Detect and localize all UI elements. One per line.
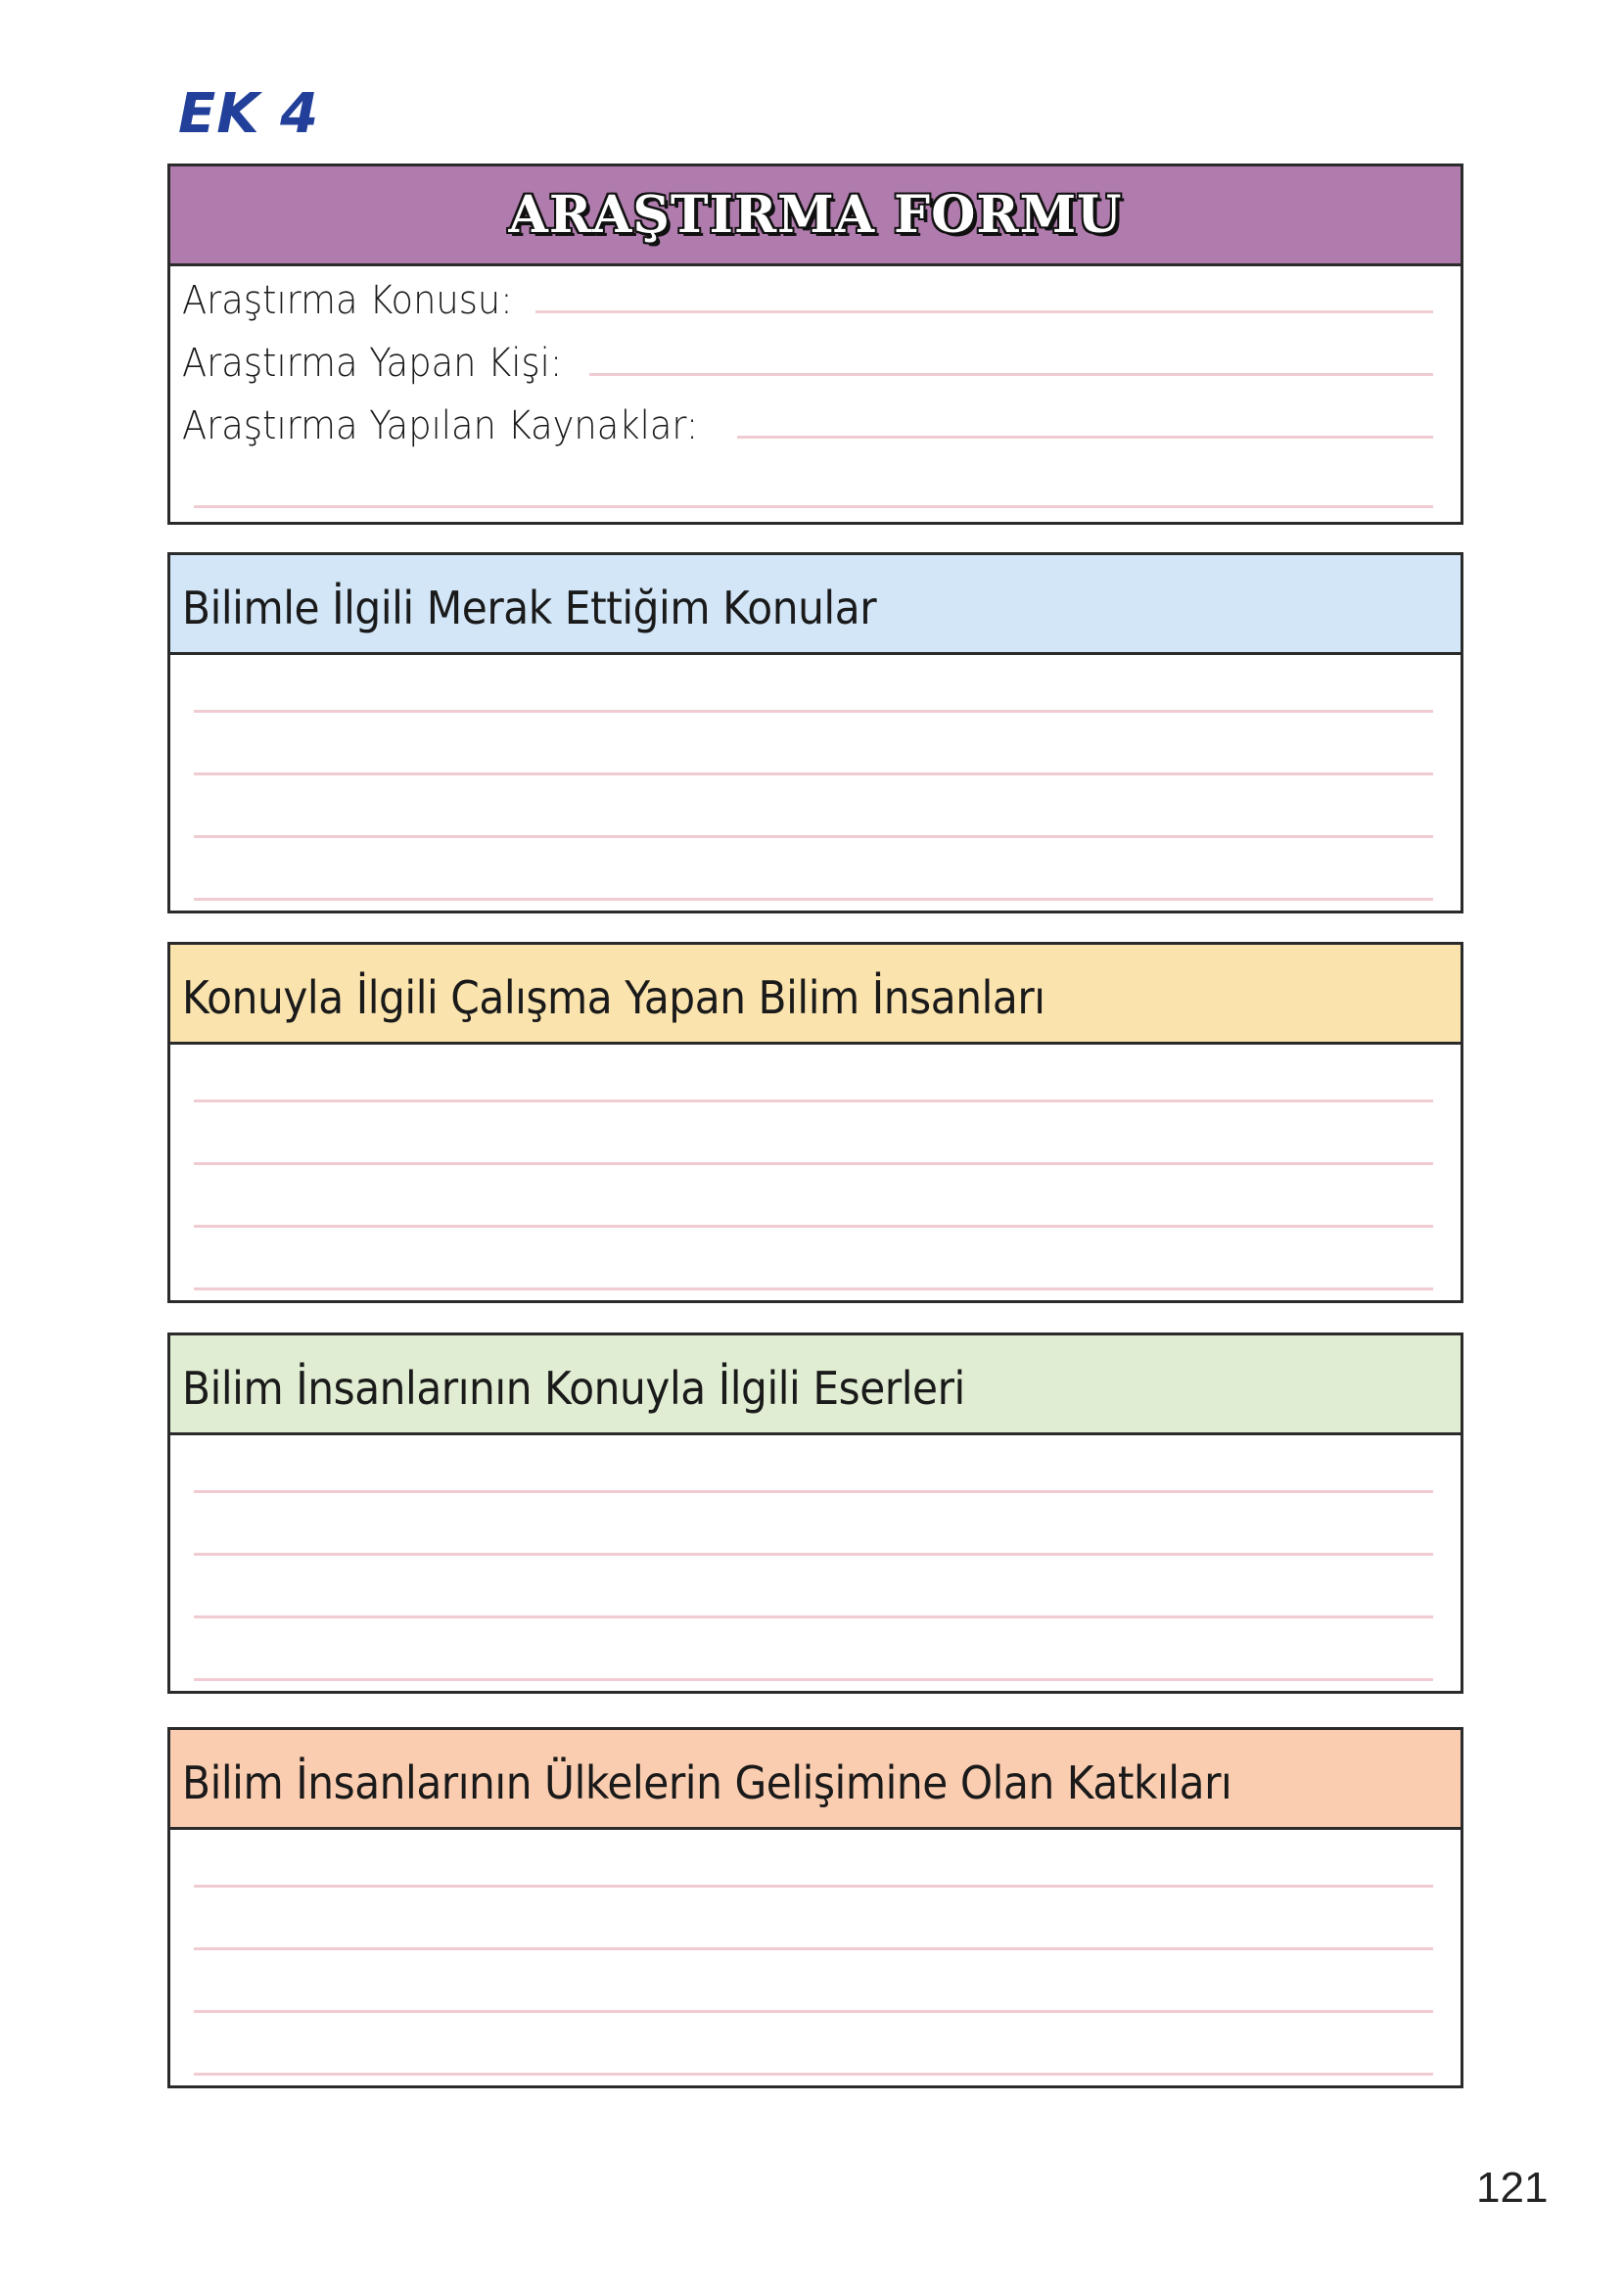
writing-line[interactable] xyxy=(194,1615,1433,1618)
field-researcher xyxy=(182,341,1433,386)
field-research-topic xyxy=(182,278,1433,323)
field-label: Araştırma Konusu: xyxy=(182,278,513,323)
form-title: ARAŞTIRMA FORMU xyxy=(508,185,1123,245)
writing-line[interactable] xyxy=(194,1287,1433,1290)
form-fields xyxy=(170,266,1461,522)
section-scientists xyxy=(167,942,1463,1303)
writing-line[interactable] xyxy=(194,1678,1433,1681)
field-label: Araştırma Yapan Kişi: xyxy=(182,341,563,386)
section-title: Bilim İnsanlarının Konuyla İlgili Eserleri xyxy=(182,1361,965,1415)
writing-line[interactable] xyxy=(194,898,1433,901)
writing-area[interactable] xyxy=(170,1830,1461,2085)
section-contributions xyxy=(167,1727,1463,2088)
writing-line[interactable] xyxy=(194,1490,1433,1493)
section-title: Bilimle İlgili Merak Ettiğim Konular xyxy=(182,581,877,634)
writing-line[interactable] xyxy=(194,1885,1433,1888)
writing-line[interactable] xyxy=(194,1225,1433,1228)
appendix-label: EK 4 xyxy=(178,82,320,146)
writing-line[interactable] xyxy=(194,1162,1433,1165)
writing-area[interactable] xyxy=(170,1045,1461,1300)
research-topic-input-line[interactable] xyxy=(535,310,1433,313)
sources-input-line[interactable] xyxy=(737,436,1433,439)
writing-area[interactable] xyxy=(170,1435,1461,1691)
section-header xyxy=(170,945,1461,1045)
writing-line[interactable] xyxy=(194,1947,1433,1950)
sources-extra-line[interactable] xyxy=(194,505,1433,508)
writing-area[interactable] xyxy=(170,655,1461,911)
section-header xyxy=(170,1335,1461,1435)
writing-line[interactable] xyxy=(194,1553,1433,1556)
researcher-input-line[interactable] xyxy=(589,373,1433,376)
section-header xyxy=(170,555,1461,655)
field-sources xyxy=(182,403,1433,448)
writing-line[interactable] xyxy=(194,710,1433,713)
page-number: 121 xyxy=(1476,2164,1549,2212)
writing-line[interactable] xyxy=(194,2010,1433,2013)
section-scientist-works xyxy=(167,1333,1463,1694)
form-title-header xyxy=(170,166,1461,266)
section-curious-topics xyxy=(167,552,1463,913)
field-label: Araştırma Yapılan Kaynaklar: xyxy=(182,403,699,448)
writing-line[interactable] xyxy=(194,1099,1433,1102)
section-title: Bilim İnsanlarının Ülkelerin Gelişimine Olan Katkıları xyxy=(182,1755,1232,1809)
research-form-box xyxy=(167,164,1463,525)
writing-line[interactable] xyxy=(194,772,1433,775)
writing-line[interactable] xyxy=(194,835,1433,838)
section-title: Konuyla İlgili Çalışma Yapan Bilim İnsanları xyxy=(182,970,1045,1024)
section-header xyxy=(170,1730,1461,1830)
writing-line[interactable] xyxy=(194,2073,1433,2076)
